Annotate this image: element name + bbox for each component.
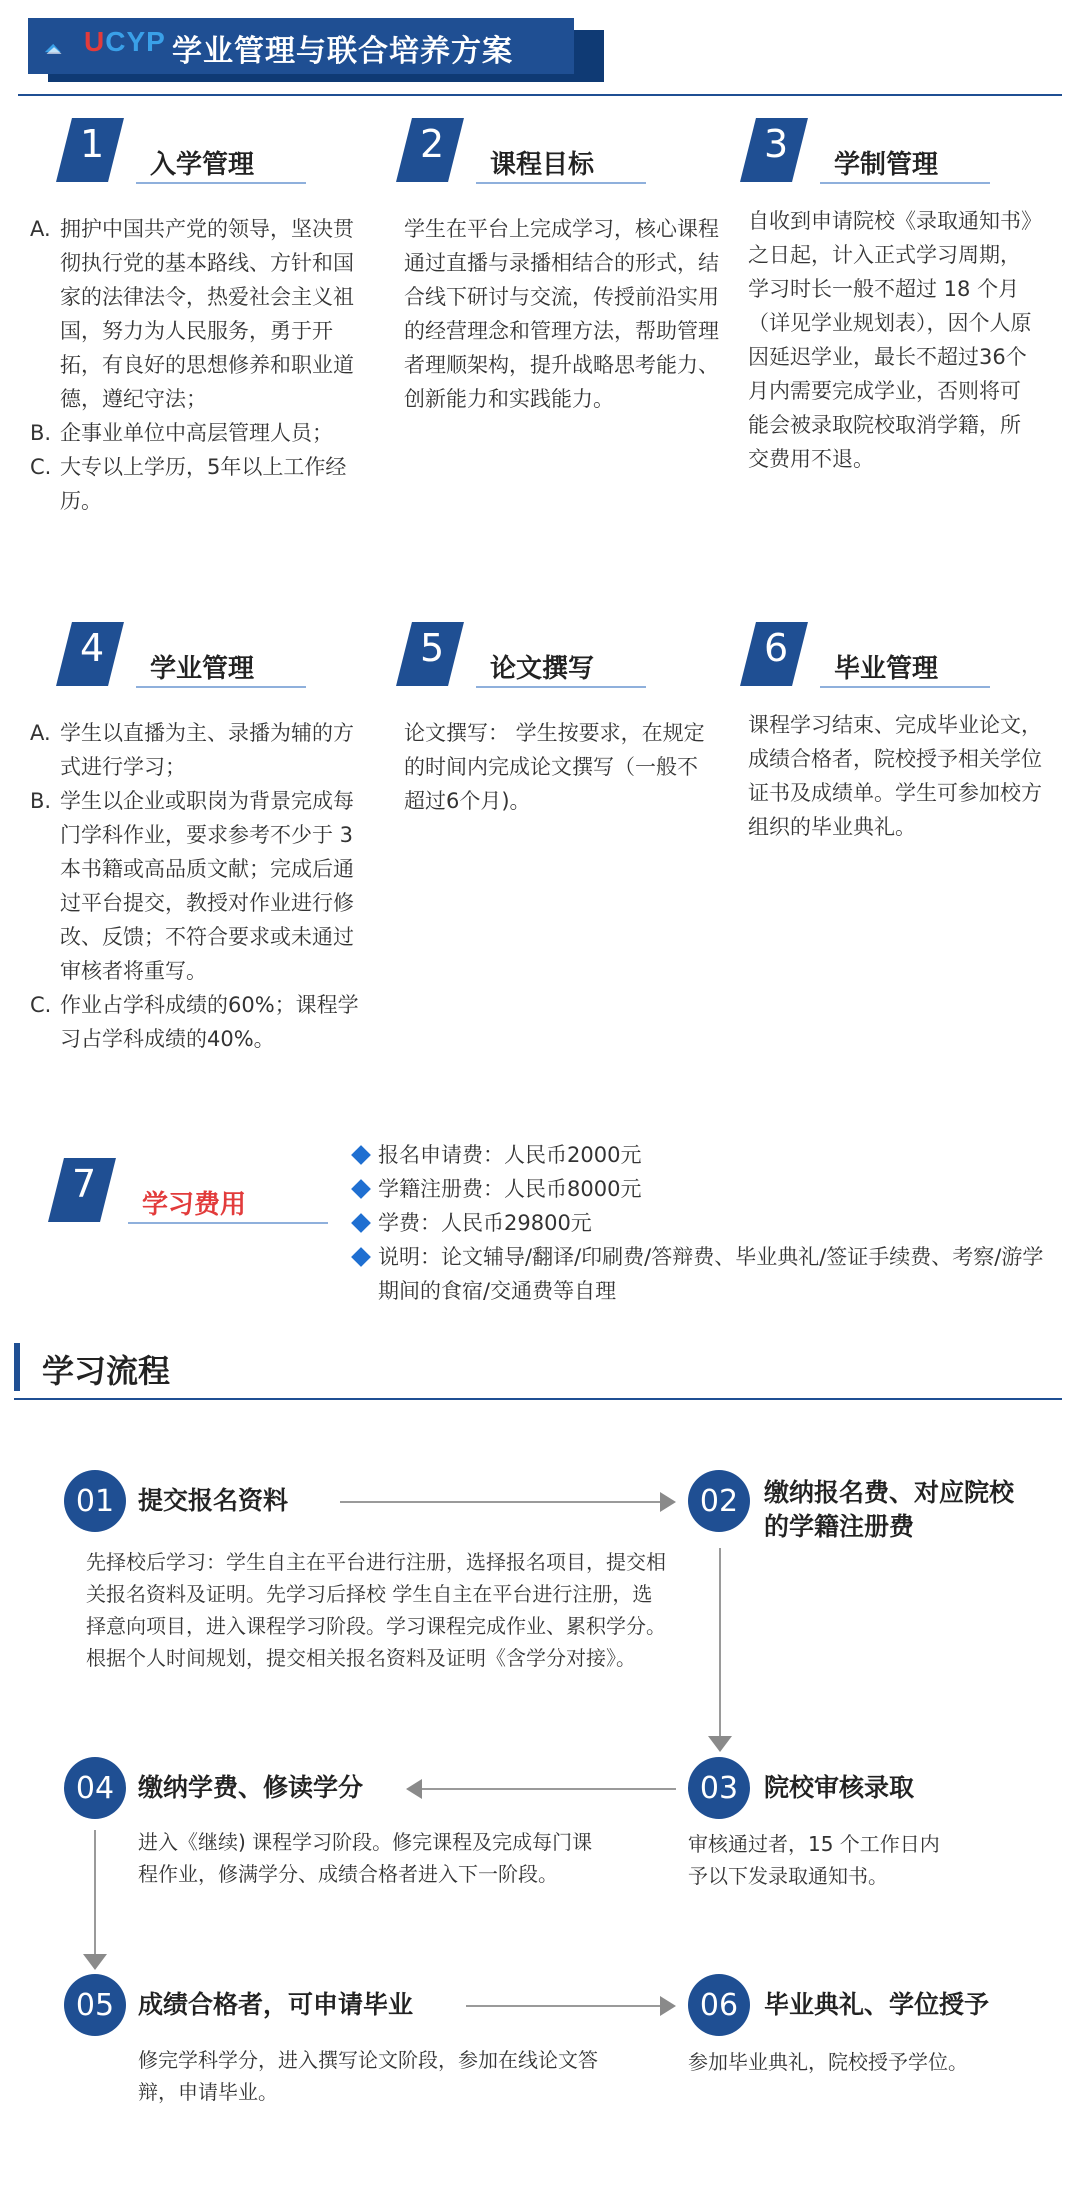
- section-title: 论文撰写: [490, 654, 595, 684]
- arrow-down-icon: [708, 1736, 732, 1752]
- step-title: 缴纳学费、修读学分: [138, 1773, 364, 1802]
- section-course-goals: [404, 118, 720, 416]
- section-text: 论文撰写： 学生按要求，在规定的时间内完成论文撰写（一般不超过6个月)。: [404, 721, 705, 813]
- section-underline: [128, 1222, 328, 1224]
- section-text: 课程学习结束、完成毕业论文，成绩合格者，院校授予相关学位证书及成绩单。学生可参加校方组织的毕业典礼。: [748, 713, 1042, 839]
- step-title: 成绩合格者，可申请毕业: [138, 1990, 414, 2019]
- arrow-right-icon: [660, 1492, 676, 1512]
- fee-item: 报名申请费：人民币2000元: [350, 1138, 1050, 1172]
- section-fees: [56, 1158, 336, 1228]
- step-number: 02: [688, 1470, 750, 1532]
- section-number: 7: [72, 1162, 97, 1206]
- step-number: 04: [64, 1757, 126, 1819]
- section-underline: [820, 182, 990, 184]
- fee-item: 学籍注册费：人民币8000元: [350, 1172, 1050, 1206]
- step-number: 06: [688, 1974, 750, 2036]
- process-divider: [14, 1398, 1062, 1400]
- section-title: 毕业管理: [834, 654, 939, 684]
- list-item: A. 学生以直播为主、录播为辅的方式进行学习；: [30, 721, 354, 779]
- diamond-bullet-icon: [351, 1145, 371, 1165]
- step-description: 审核通过者，15 个工作日内予以下发录取通知书。: [688, 1832, 940, 1888]
- flow-arrow-line: [420, 1788, 676, 1790]
- list-item: A. 拥护中国共产党的领导，坚决贯彻执行党的基本路线、方针和国家的法律法令，热爱社会主义祖国，努力为人民服务，勇于开拓，有良好的思想修养和职业道德，遵纪守法；: [30, 217, 354, 411]
- section-graduation: [748, 622, 1044, 844]
- section-title: 课程目标: [490, 150, 595, 180]
- header-divider: [18, 94, 1062, 96]
- section-enrollment: [30, 118, 370, 518]
- diamond-bullet-icon: [351, 1213, 371, 1233]
- step-description: 先择校后学习：学生自主在平台进行注册，选择报名项目，提交相关报名资料及证明。先学习后择校 学生自主在平台进行注册，选择意向项目，进入课程学习阶段。学习课程完成作业、累积学分。根据个人时间规划，提交相关报名资料及证明《含学分对接》。: [86, 1550, 666, 1670]
- step-title: 缴纳报名费、对应院校的学籍注册费: [764, 1478, 1015, 1541]
- section-text: 自收到申请院校《录取通知书》之日起，计入正式学习周期，学习时长一般不超过 18 个月（详见学业规划表），因个人原因延迟学业，最长不超过36个月内需要完成学业，否则将可能会被录取院校取消学籍，所交费用不退。: [748, 209, 1032, 471]
- flow-arrow-line: [466, 2005, 662, 2007]
- fee-item: 说明：论文辅导/翻译/印刷费/答辩费、毕业典礼/签证手续费、考察/游学期间的食宿/交通费等自理: [350, 1240, 1050, 1308]
- section-underline: [136, 182, 306, 184]
- step-number: 05: [64, 1974, 126, 2036]
- arrow-down-icon: [83, 1954, 107, 1970]
- flow-arrow-line: [340, 1501, 662, 1503]
- page-title: 学业管理与联合培养方案: [172, 34, 513, 69]
- arrow-left-icon: [406, 1779, 422, 1799]
- diamond-bullet-icon: [351, 1179, 371, 1199]
- section-title: 入学管理: [150, 150, 255, 180]
- step-description: 进入《继续) 课程学习阶段。修完课程及完成每门课程作业，修满学分、成绩合格者进入下一阶段。: [138, 1830, 593, 1886]
- fee-list: [350, 1138, 1050, 1308]
- section-underline: [820, 686, 990, 688]
- list-item: C. 大专以上学历，5年以上工作经历。: [30, 455, 347, 513]
- list-item: B. 企事业单位中高层管理人员；: [30, 421, 333, 445]
- flow-arrow-line: [719, 1548, 721, 1738]
- section-study-term: [748, 118, 1038, 476]
- process-heading-bar: [14, 1343, 20, 1391]
- arrow-right-icon: [660, 1996, 676, 2016]
- step-title: 提交报名资料: [138, 1486, 289, 1515]
- section-number: 4: [80, 626, 105, 670]
- flow-arrow-line: [94, 1830, 96, 1956]
- step-number: 03: [688, 1757, 750, 1819]
- section-text: 学生在平台上完成学习，核心课程通过直播与录播相结合的形式，结合线下研讨与交流，传授前沿实用的经营理念和管理方法，帮助管理者理顺架构，提升战略思考能力、创新能力和实践能力。: [404, 217, 719, 411]
- step-number: 01: [64, 1470, 126, 1532]
- step-description: 修完学科学分，进入撰写论文阶段，参加在线论文答辩，申请毕业。: [138, 2048, 598, 2104]
- list-item: B. 学生以企业或职岗为背景完成每门学科作业，要求参考不少于 3 本书籍或高品质文献；完成后通过平台提交，教授对作业进行修改、反馈；不符合要求或未通过审核者将重写。: [30, 789, 354, 983]
- section-title: 学业管理: [150, 654, 255, 684]
- section-thesis: [404, 622, 714, 818]
- process-title: 学习流程: [42, 1352, 171, 1390]
- section-title: 学制管理: [834, 150, 939, 180]
- step-title: 毕业典礼、学位授予: [764, 1990, 990, 2019]
- section-academic-management: [30, 622, 370, 1056]
- logo-text: UCYP: [84, 26, 166, 57]
- section-number: 1: [80, 122, 105, 166]
- section-number: 5: [420, 626, 445, 670]
- diamond-bullet-icon: [351, 1247, 371, 1267]
- section-underline: [136, 686, 306, 688]
- section-underline: [476, 686, 646, 688]
- section-number: 6: [764, 626, 789, 670]
- fee-item: 学费：人民币29800元: [350, 1206, 1050, 1240]
- step-description: 参加毕业典礼，院校授予学位。: [688, 2050, 968, 2074]
- section-number: 2: [420, 122, 445, 166]
- section-underline: [476, 182, 646, 184]
- step-title: 院校审核录取: [764, 1773, 915, 1802]
- section-title: 学习费用: [142, 1190, 247, 1220]
- section-number: 3: [764, 122, 789, 166]
- list-item: C. 作业占学科成绩的60%；课程学习占学科成绩的40%。: [30, 993, 359, 1051]
